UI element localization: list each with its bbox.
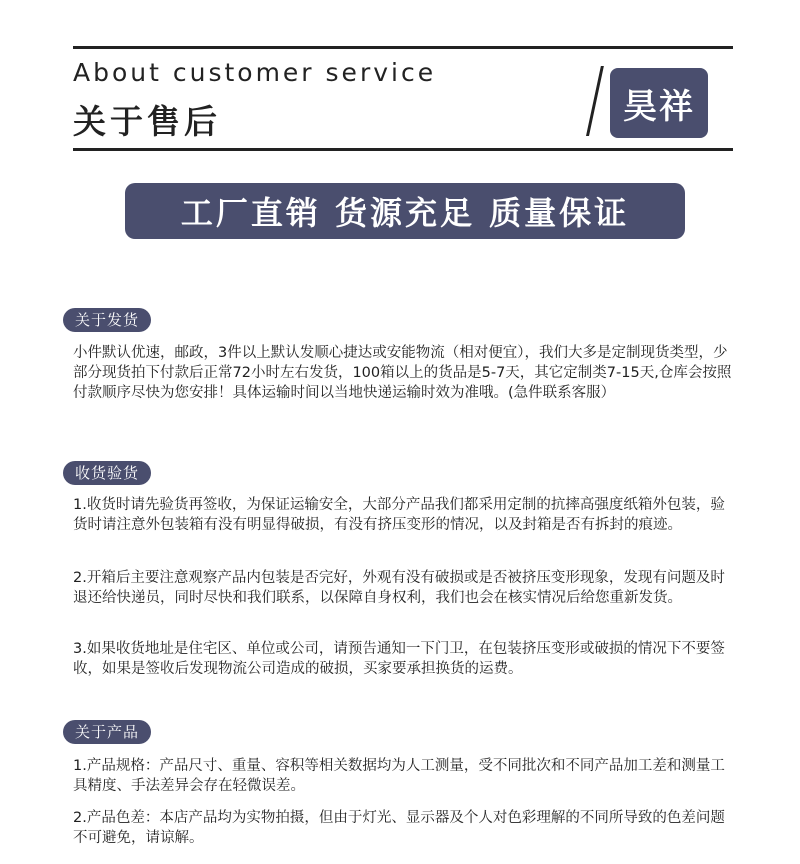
product-paragraph-2: 2.产品色差：本店产品均为实物拍摄，但由于灯光、显示器及个人对色彩理解的不同所导致的色差问题不可避免，请谅解。: [73, 810, 725, 846]
receiving-paragraph-2: 2.开箱后主要注意观察产品内包装是否完好，外观有没有破损或是否被挤压变形现象，发现有问题及时退还给快递员，同时尽快和我们联系，以保障自身权利，我们也会在核实情况后给您重新发货。: [73, 570, 725, 606]
receiving-paragraph-3: 3.如果收货地址是住宅区、单位或公司，请预告通知一下门卫，在包装挤压变形或破损的情况下不要签收，如果是签收后发现物流公司造成的破损，买家要承担换货的运费。: [73, 641, 725, 677]
shipping-paragraph: 小件默认优速，邮政，3件以上默认发顺心捷达或安能物流（相对便宜），我们大多是定制现货类型，少部分现货拍下付款后正常72小时左右发货，100箱以上的货品是5-7天，其它定制类7-15天,仓库会按照付款顺序尽快为您安排！具体运输时间以当地快递运输时效为准哦。(急件联系客服）: [73, 345, 732, 401]
brand-badge: 昊祥: [610, 68, 708, 138]
product-paragraph-1: 1.产品规格：产品尺寸、重量、容积等相关数据均为人工测量，受不同批次和不同产品加工差和测量工具精度、手法差异会存在轻微误差。: [73, 758, 725, 794]
top-rule: [73, 46, 733, 49]
title-english: About customer service: [73, 58, 437, 87]
title-chinese: 关于售后: [73, 102, 221, 141]
slogan-banner: 工厂直销 货源充足 质量保证: [125, 183, 685, 239]
slash-divider: [586, 66, 604, 136]
receiving-paragraph-1: 1.收货时请先验货再签收，为保证运输安全，大部分产品我们都采用定制的抗摔高强度纸箱外包装，验货时请注意外包装箱有没有明显得破损，有没有挤压变形的情况，以及封箱是否有拆封的痕迹。: [73, 497, 725, 533]
section-tag-shipping: 关于发货: [63, 308, 151, 332]
section-tag-receiving: 收货验货: [63, 461, 151, 485]
bottom-rule: [73, 148, 733, 151]
section-tag-product: 关于产品: [63, 720, 151, 744]
